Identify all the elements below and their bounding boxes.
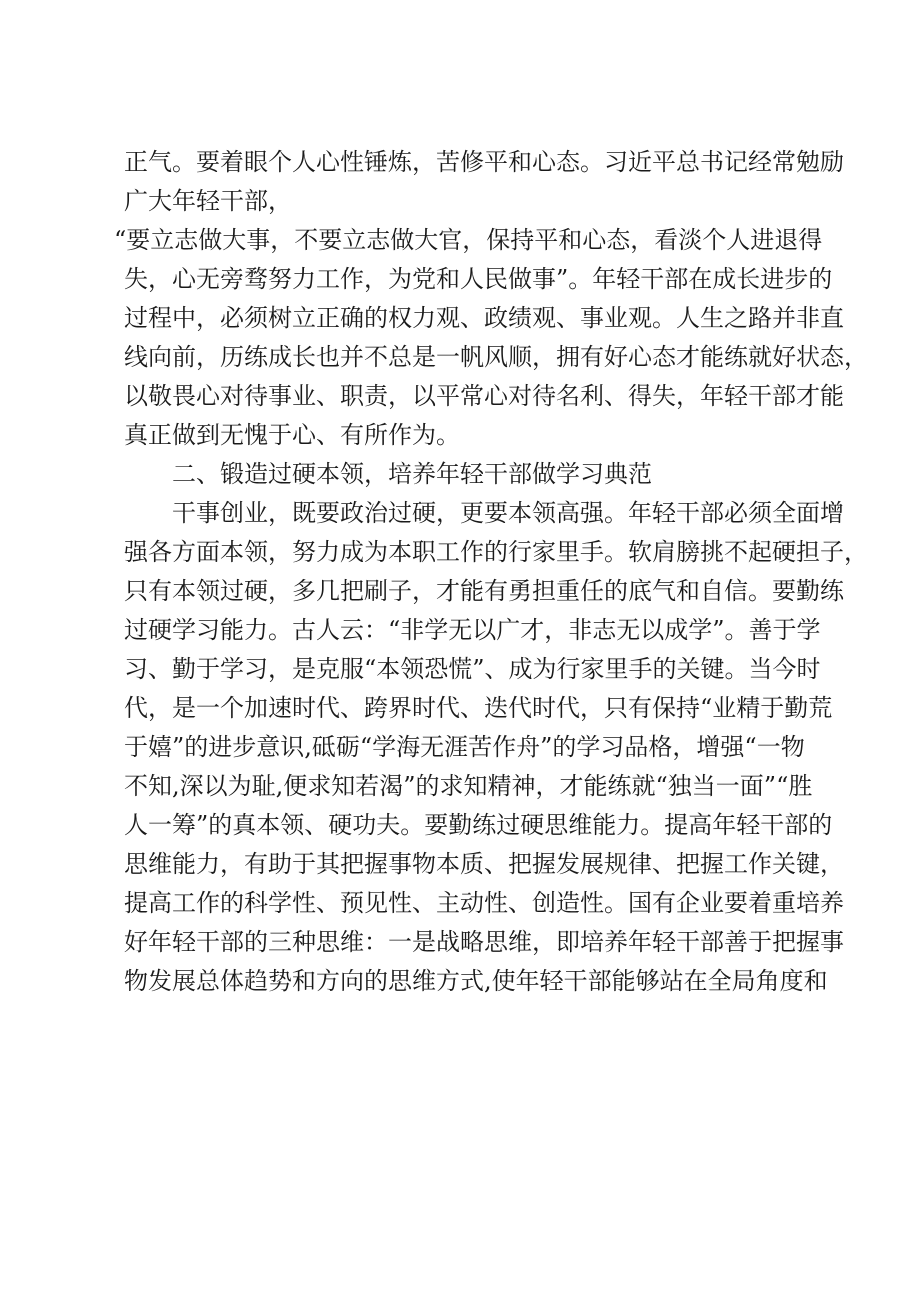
text-line: 强各方面本领，努力成为本职工作的行家里手。软肩膀挑不起硬担子， (124, 538, 868, 566)
text-line: 真正做到无愧于心、有所作为。 (124, 421, 460, 449)
text-line: 过硬学习能力。古人云：“非学无以广才，非志无以成学”。善于学 (124, 616, 821, 644)
text-line: 物发展总体趋势和方向的思维方式,使年轻干部能够站在全局角度和 (124, 967, 828, 995)
text-line: 好年轻干部的三种思维：一是战略思维，即培养年轻干部善于把握事 (124, 928, 844, 956)
text-line: 代，是一个加速时代、跨界时代、迭代时代，只有保持“业精于勤荒 (124, 694, 833, 722)
text-line: 只有本领过硬，多几把刷子，才能有勇担重任的底气和自信。要勤练 (124, 577, 844, 605)
section-heading: 二、锻造过硬本领，培养年轻干部做学习典范 (172, 460, 652, 488)
text-line: 于嬉”的进步意识,砥砺“学海无涯苦作舟”的学习品格，增强“一物 (124, 733, 805, 761)
text-line: 人一筹”的真本领、硬功夫。要勤练过硬思维能力。提高年轻干部的 (124, 811, 833, 839)
text-line: 习、勤于学习，是克服“本领恐慌”、成为行家里手的关键。当今时 (124, 655, 821, 683)
text-line: 干事创业，既要政治过硬，更要本领高强。年轻干部必须全面增 (172, 499, 844, 527)
text-line: 广大年轻干部， (124, 187, 292, 215)
text-line: 失，心无旁骛努力工作，为党和人民做事”。年轻干部在成长进步的 (124, 265, 833, 293)
text-line: 思维能力，有助于其把握事物本质、把握发展规律、把握工作关键， (124, 850, 844, 878)
text-line: 正气。要着眼个人心性锤炼，苦修平和心态。习近平总书记经常勉励 (124, 148, 844, 176)
text-line: 线向前，历练成长也并不总是一帆风顺，拥有好心态才能练就好状态， (124, 343, 868, 371)
text-line: 过程中，必须树立正确的权力观、政绩观、事业观。人生之路并非直 (124, 304, 844, 332)
text-line: 以敬畏心对待事业、职责，以平常心对待名利、得失，年轻干部才能 (124, 382, 844, 410)
text-line: 提高工作的科学性、预见性、主动性、创造性。国有企业要着重培养 (124, 889, 844, 917)
document-body (114, 143, 868, 1001)
text-line: “要立志做大事，不要立志做大官，保持平和心态，看淡个人进退得 (114, 226, 823, 254)
text-line: 不知,深以为耻,便求知若渴”的求知精神，才能练就“独当一面”“胜 (124, 772, 813, 800)
